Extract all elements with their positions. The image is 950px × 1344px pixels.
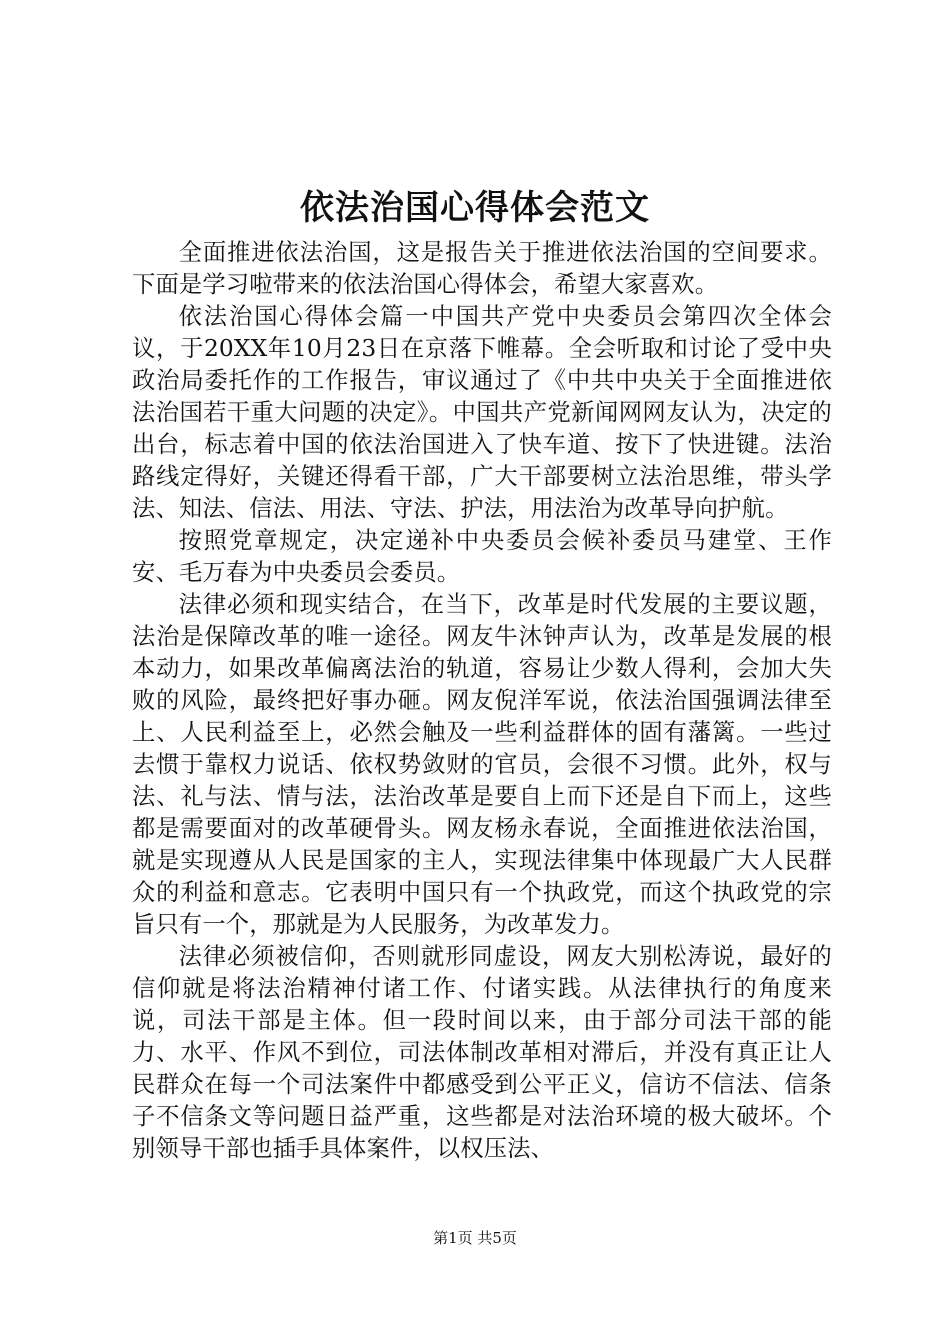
page-title: 依法治国心得体会范文 (300, 188, 650, 228)
paragraph-1: 依法治国心得体会篇一中国共产党中央委员会第四次全体会议，于20XX年10月23日在京落下帷幕。全会听取和讨论了受中央政治局委托作的工作报告，审议通过了《中共中央关于全面推进依法治国若干重大问题的决定》。中国共产党新闻网网友认为，决定的出台，标志着中国的依法治国进入了快车道、按下了快进键。法治路线定得好，关键还得看干部，广大干部要树立法治思维，带头学法、知法、信法、用法、守法、护法，用法治为改革导向护航。 (132, 303, 832, 522)
paragraph-4: 法律必须被信仰，否则就形同虚设，网友大别松涛说，最好的信仰就是将法治精神付诸工作、付诸实践。从法律执行的角度来说，司法干部是主体。但一段时间以来，由于部分司法干部的能力、水平、作风不到位，司法体制改革相对滞后，并没有真正让人民群众在每一个司法案件中都感受到公平正义，信访不信法、信条子不信条文等问题日益严重，这些都是对法治环境的极大破坏。个别领导干部也插手具体案件，以权压法、 (132, 943, 832, 1162)
page-footer: 第1页 共5页 (433, 1229, 517, 1247)
document-body (132, 237, 832, 1165)
paragraph-intro: 全面推进依法治国，这是报告关于推进依法治国的空间要求。下面是学习啦带来的依法治国心得体会，希望大家喜欢。 (132, 239, 832, 298)
paragraph-3: 法律必须和现实结合，在当下，改革是时代发展的主要议题，法治是保障改革的唯一途径。网友牛沐钟声认为，改革是发展的根本动力，如果改革偏离法治的轨道，容易让少数人得利，会加大失败的风险，最终把好事办砸。网友倪洋军说，依法治国强调法律至上、人民利益至上，必然会触及一些利益群体的固有藩篱。一些过去惯于靠权力说话、依权势敛财的官员，会很不习惯。此外，权与法、礼与法、情与法，法治改革是要自上而下还是自下而上，这些都是需要面对的改革硬骨头。网友杨永春说，全面推进依法治国，就是实现遵从人民是国家的主人，实现法律集中体现最广大人民群众的利益和意志。它表明中国只有一个执政党，而这个执政党的宗旨只有一个，那就是为人民服务，为改革发力。 (132, 591, 832, 938)
paragraph-2: 按照党章规定，决定递补中央委员会候补委员马建堂、王作安、毛万春为中央委员会委员。 (132, 527, 832, 586)
